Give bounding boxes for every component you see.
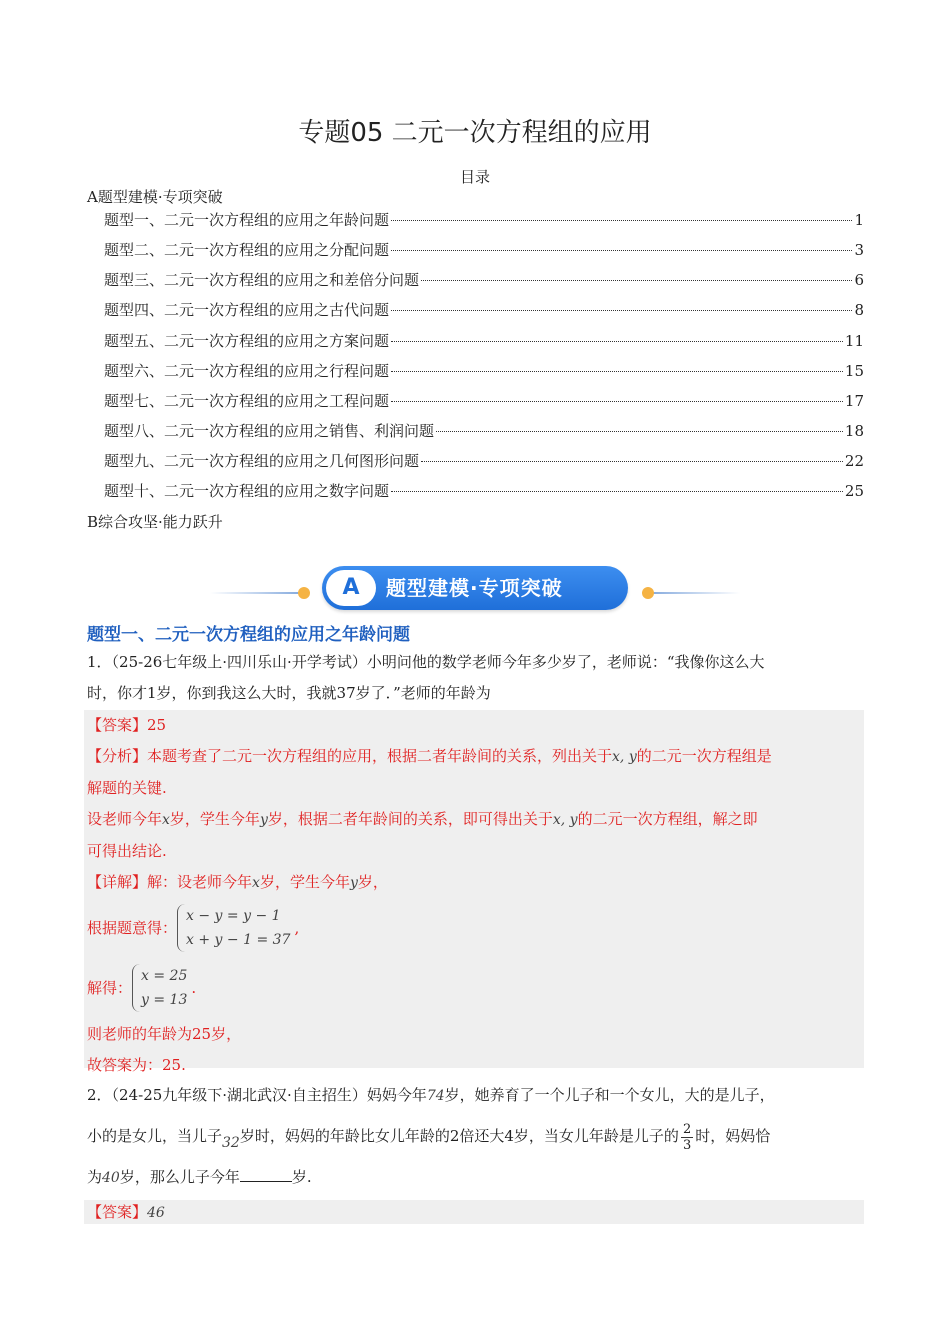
q1-final: 故答案为：25. — [87, 1056, 186, 1074]
toc-entry[interactable]: 题型五、二元一次方程组的应用之方案问题 11 — [104, 332, 864, 350]
banner-letter: A — [326, 570, 376, 606]
banner-dot-right — [642, 587, 654, 599]
toc-entry[interactable]: 题型九、二元一次方程组的应用之几何图形问题 22 — [104, 452, 864, 470]
q2-line2: 小的是女儿，当儿子32岁时，妈妈的年龄比女儿年龄的2倍还大4岁，当女儿年龄是儿子的 $\frac{2}{3}$ 时，妈妈恰 — [87, 1121, 771, 1153]
section-banner — [210, 566, 740, 612]
equation-system: x − y = y − 1 x + y − 1 = 37 — [177, 904, 294, 952]
q2-answer-line: 【答案】46 — [87, 1203, 165, 1221]
answer-blank[interactable] — [240, 1165, 292, 1182]
banner-dot-left — [298, 587, 310, 599]
q1-line2: 时，你才1岁，你到我这么大时，我就37岁了．”老师的年龄为 — [87, 684, 491, 702]
answer-box-1 — [84, 710, 864, 1074]
banner-title: 题型建模·专项突破 — [386, 576, 563, 600]
q1-analysis-line1: 【分析】本题考查了二元一次方程组的应用，根据二者年龄间的关系，列出关于x, y的二元一次方程组是 — [87, 747, 772, 765]
toc-section-a[interactable]: A题型建模·专项突破 — [87, 188, 223, 206]
q1-answer-line — [87, 710, 867, 741]
toc-heading: 目录 — [459, 168, 490, 186]
toc-entry[interactable]: 题型一、二元一次方程组的应用之年龄问题 1 — [104, 211, 864, 229]
question-1 — [87, 647, 867, 709]
toc-entry[interactable]: 题型十、二元一次方程组的应用之数字问题 25 — [104, 482, 864, 500]
toc-entry[interactable]: 题型二、二元一次方程组的应用之分配问题 3 — [104, 241, 864, 259]
q1-analysis-line2: 解题的关键. — [87, 779, 167, 797]
answer-box-2 — [84, 1200, 864, 1224]
q1-solution — [87, 710, 867, 1081]
banner-line-right — [646, 592, 740, 594]
toc-entry[interactable]: 题型六、二元一次方程组的应用之行程问题 15 — [104, 362, 864, 380]
q1-analysis-line4: 可得出结论. — [87, 842, 167, 860]
toc-entry[interactable]: 题型三、二元一次方程组的应用之和差倍分问题 6 — [104, 271, 864, 289]
toc-section-b[interactable]: B综合攻坚·能力跃升 — [87, 513, 223, 531]
toc-entry[interactable]: 题型七、二元一次方程组的应用之工程问题 17 — [104, 392, 864, 410]
toc-entry[interactable]: 题型八、二元一次方程组的应用之销售、利润问题 18 — [104, 422, 864, 440]
type-heading: 题型一、二元一次方程组的应用之年龄问题 — [87, 625, 410, 645]
q1-conclusion: 则老师的年龄为25岁， — [87, 1025, 242, 1043]
toc-entry[interactable]: 题型四、二元一次方程组的应用之古代问题 8 — [104, 301, 864, 319]
q2-line3: 为40岁，那么儿子今年 岁. — [87, 1157, 867, 1198]
answer-value: 25 — [147, 716, 167, 734]
answer-label: 【答案】 — [87, 716, 148, 734]
q1-analysis-line3: 设老师今年x岁，学生今年y岁，根据二者年龄间的关系，即可得出关于x, y的二元一次方程组，解之即 — [87, 810, 758, 828]
q1-line1: 1．（25-26七年级上·四川乐山·开学考试）小明问他的数学老师今年多少岁了，老师说：“我像你这么大 — [87, 653, 765, 671]
page-title: 专题05 二元一次方程组的应用 — [298, 118, 652, 148]
solution-system: x = 25 y = 13 — [132, 964, 191, 1012]
q2-line1: 2．（24-25九年级下·湖北武汉·自主招生）妈妈今年74岁，她养育了一个儿子和一个女儿，大的是儿子， — [87, 1086, 775, 1104]
question-2 — [87, 1075, 867, 1198]
fraction: $\frac{2}{3}$ — [682, 1121, 692, 1153]
banner-line-left — [210, 592, 305, 594]
q1-setup: 根据题意得： x − y = y − 1 x + y − 1 = 37 , — [87, 899, 867, 957]
q1-detail-line: 【详解】解：设老师今年x岁，学生今年y岁， — [87, 873, 388, 891]
q1-solve: 解得： x = 25 y = 13 . — [87, 957, 867, 1019]
